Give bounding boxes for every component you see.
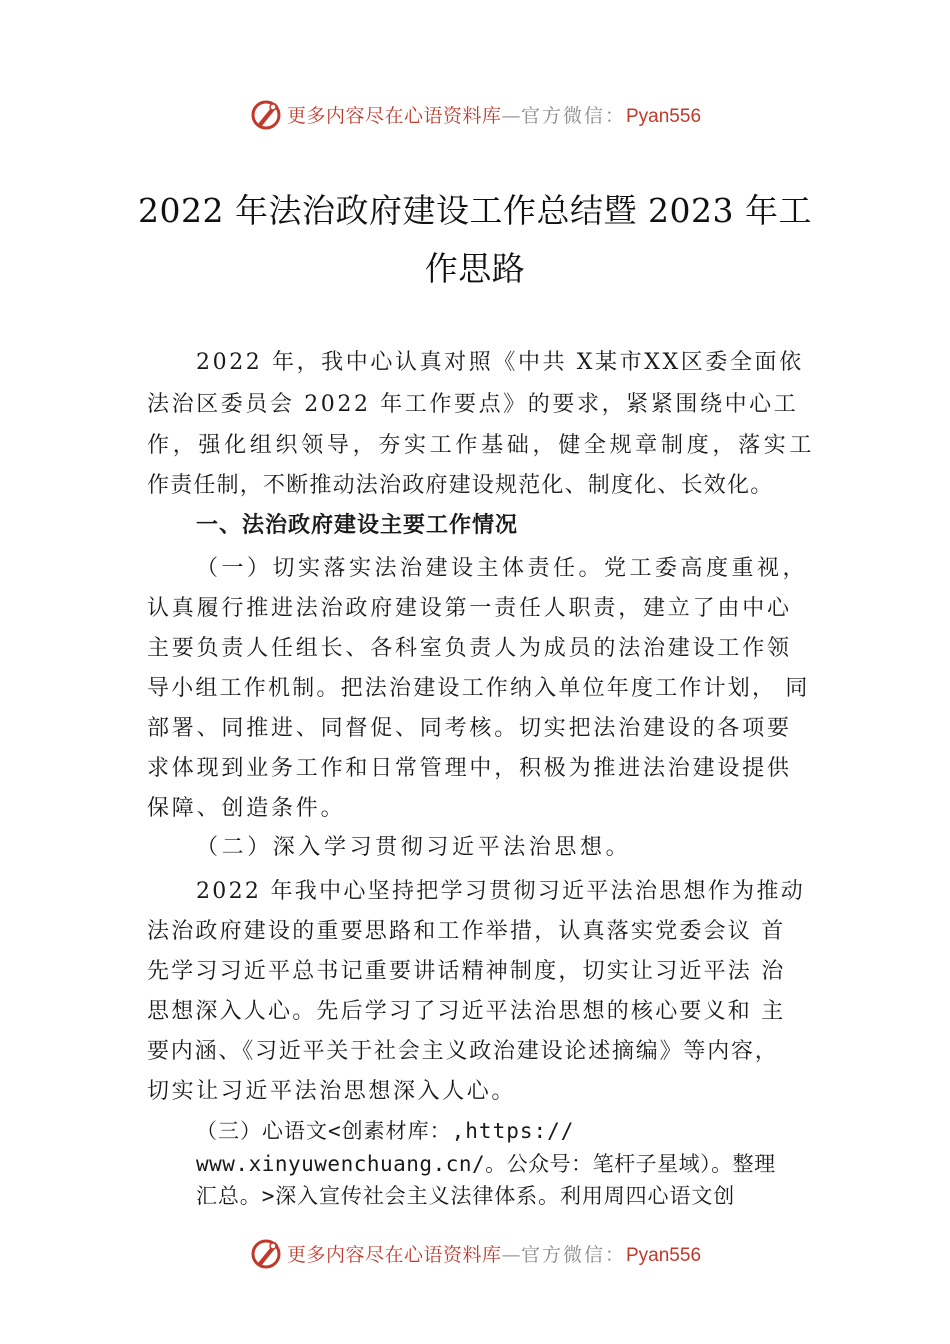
subsection-heading: （二）深入学习贯彻习近平法治思想。 bbox=[196, 835, 632, 860]
banner-brand-text: 更多内容尽在心语资料库—官方微信：Pyan556 bbox=[286, 1243, 702, 1266]
body-line: 要内涵、《习近平关于社会主义政治建设论述摘编》等内容， bbox=[147, 1039, 779, 1064]
body-line: 法治政府建设的重要思路和工作举措，认真落实党委会议 首 bbox=[147, 919, 786, 944]
body-line: 法治区委员会 2022 年工作要点》的要求，紧紧围绕中心工 bbox=[147, 392, 799, 417]
body-line: 求体现到业务工作和日常管理中，积极为推进法治建设提供 bbox=[147, 756, 792, 781]
body-line: 先学习习近平总书记重要讲话精神制度，切实让习近平法 治 bbox=[147, 959, 786, 984]
body-line: 导小组工作机制。把法治建设工作纳入单位年度工作计划， 同 bbox=[147, 676, 810, 701]
section-heading: 一、法治政府建设主要工作情况 bbox=[196, 513, 519, 538]
document-title bbox=[120, 182, 830, 298]
body-line: 部署、同推进、同督促、同考核。切实把法治建设的各项要 bbox=[147, 716, 792, 741]
body-line: 主要负责人任组长、各科室负责人为成员的法治建设工作领 bbox=[147, 636, 792, 661]
body-line: 思想深入人心。先后学习了习近平法治思想的核心要义和 主 bbox=[147, 999, 786, 1024]
body-line: 切实让习近平法治思想深入人心。 bbox=[147, 1079, 517, 1104]
title-line-1: 2022 年法治政府建设工作总结暨 2023 年工 bbox=[138, 191, 812, 230]
body-line: 2022 年我中心坚持把学习贯彻习近平法治思想作为推动 bbox=[196, 879, 806, 904]
subsection-heading: （一）切实落实法治建设主体责任。党工委高度重视， bbox=[196, 556, 809, 581]
body-line: 汇总。>深入宣传社会主义法律体系。利用周四心语文创 bbox=[196, 1184, 736, 1208]
body-line: 作，强化组织领导，夯实工作基础，健全规章制度，落实工 bbox=[147, 433, 816, 458]
title-line-2: 作思路 bbox=[424, 249, 526, 288]
footer-banner bbox=[0, 1233, 950, 1273]
body-line: 2022 年，我中心认真对照《中共 X某市XX区委全面依 bbox=[196, 350, 804, 375]
pen-logo-icon bbox=[249, 1236, 283, 1270]
banner-brand-text: 更多内容尽在心语资料库—官方微信：Pyan556 bbox=[286, 104, 702, 127]
pen-logo-icon bbox=[249, 97, 283, 131]
body-line: （三）心语文<创素材库：,https:// bbox=[196, 1119, 575, 1143]
body-line: 作责任制，不断推动法治政府建设规范化、制度化、长效化。 bbox=[147, 473, 774, 498]
body-line-url: www.xinyuwenchuang.cn/。公众号：笔杆子星域）。整理 bbox=[196, 1152, 776, 1176]
header-banner bbox=[0, 94, 950, 134]
body-line: 认真履行推进法治政府建设第一责任人职责，建立了由中心 bbox=[147, 596, 792, 621]
body-line: 保障、创造条件。 bbox=[147, 796, 346, 821]
